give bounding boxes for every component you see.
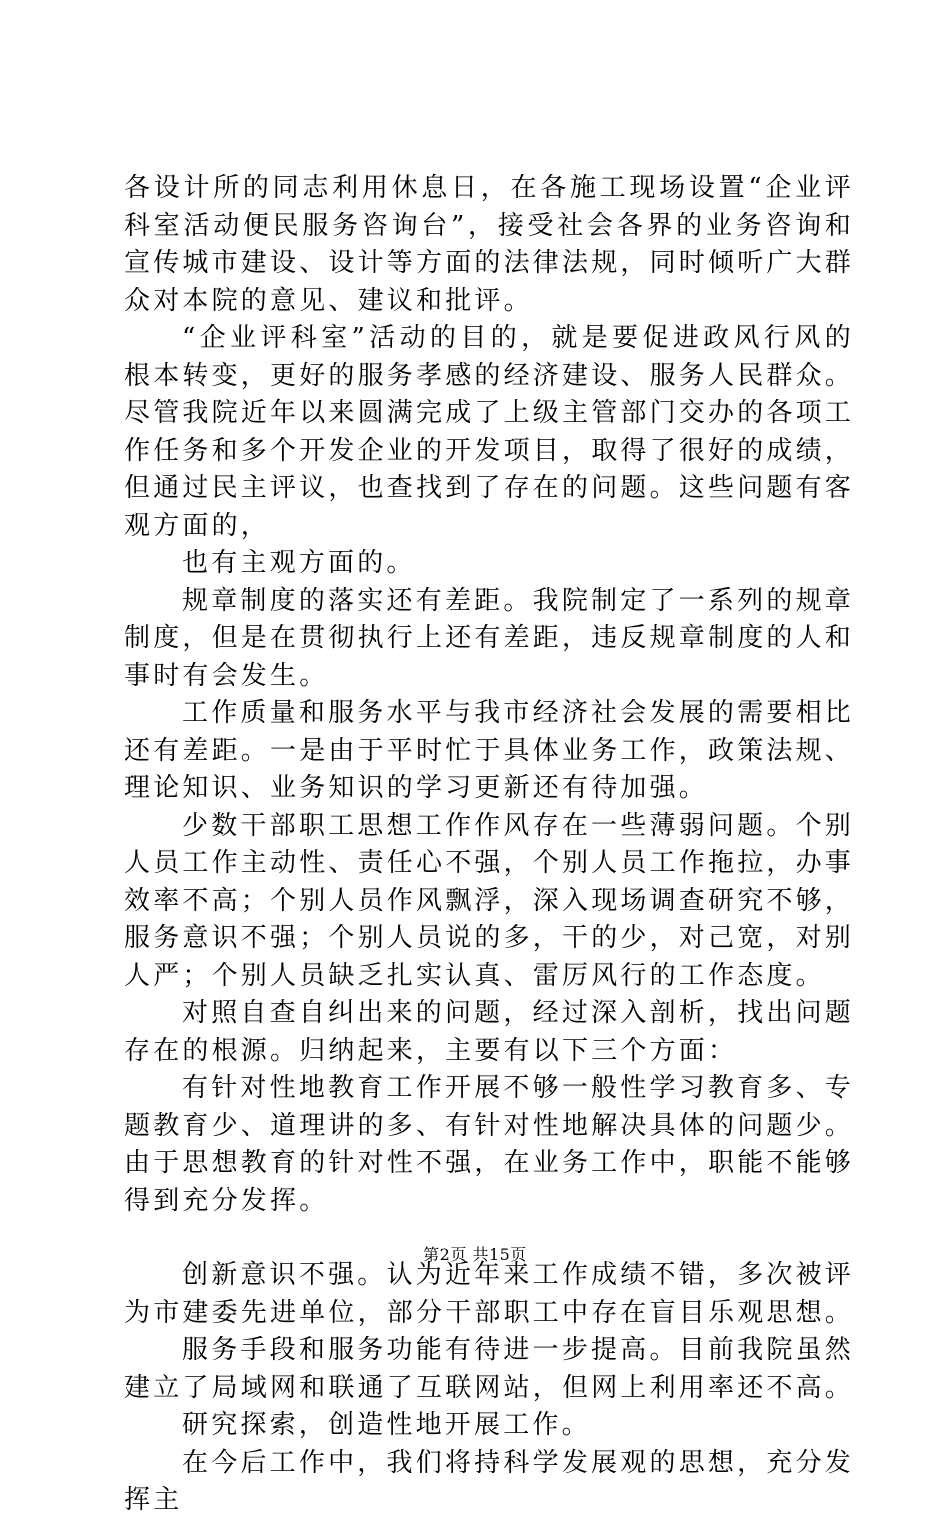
paragraph: “企业评科室”活动的目的，就是要促进政风行风的根本转变，更好的服务孝感的经济建设、服务人民群众。尽管我院近年以来圆满完成了上级主管部门交办的各项工作任务和多个开发企业的开发项目，取得了很好的成绩，但通过民主评议，也查找到了存在的问题。这些问题有客观方面的， [124, 323, 855, 541]
paragraph: 创新意识不强。认为近年来工作成绩不错，多次被评为市建委先进单位，部分干部职工中存在盲目乐观思想。 [124, 1260, 855, 1328]
paragraph: 研究探索，创造性地开展工作。 [182, 1410, 591, 1440]
document-body [124, 170, 854, 1520]
paragraph: 服务手段和服务功能有待进一步提高。目前我院虽然建立了局域网和联通了互联网站，但网上利用率还不高。 [124, 1335, 855, 1403]
paragraph: 规章制度的落实还有差距。我院制定了一系列的规章制度，但是在贯彻执行上还有差距，违反规章制度的人和事时有会发生。 [124, 585, 855, 691]
paragraph: 少数干部职工思想工作作风存在一些薄弱问题。个别人员工作主动性、责任心不强，个别人员工作拖拉，办事效率不高；个别人员作风飘浮，深入现场调查研究不够，服务意识不强；个别人员说的多，干的少，对己宽，对别人严；个别人员缺乏扎实认真、雷厉风行的工作态度。 [124, 810, 855, 991]
page-number-footer: 第2页 共15页 [423, 1245, 527, 1264]
paragraph: 有针对性地教育工作开展不够一般性学习教育多、专题教育少、道理讲的多、有针对性地解决具体的问题少。由于思想教育的针对性不强，在业务工作中，职能不能够得到充分发挥。 [124, 1073, 855, 1216]
paragraph-continued: 各设计所的同志利用休息日，在各施工现场设置“企业评科室活动便民服务咨询台”，接受社会各界的业务咨询和宣传城市建设、设计等方面的法律法规，同时倾听广大群众对本院的意见、建议和批评。 [124, 173, 855, 316]
paragraph: 工作质量和服务水平与我市经济社会发展的需要相比还有差距。一是由于平时忙于具体业务工作，政策法规、理论知识、业务知识的学习更新还有待加强。 [124, 698, 855, 803]
paragraph: 也有主观方面的。 [182, 548, 416, 578]
paragraph: 在今后工作中，我们将持科学发展观的思想，充分发挥主 [124, 1447, 854, 1515]
paragraph: 对照自查自纠出来的问题，经过深入剖析，找出问题存在的根源。归纳起来，主要有以下三个方面： [124, 998, 854, 1066]
